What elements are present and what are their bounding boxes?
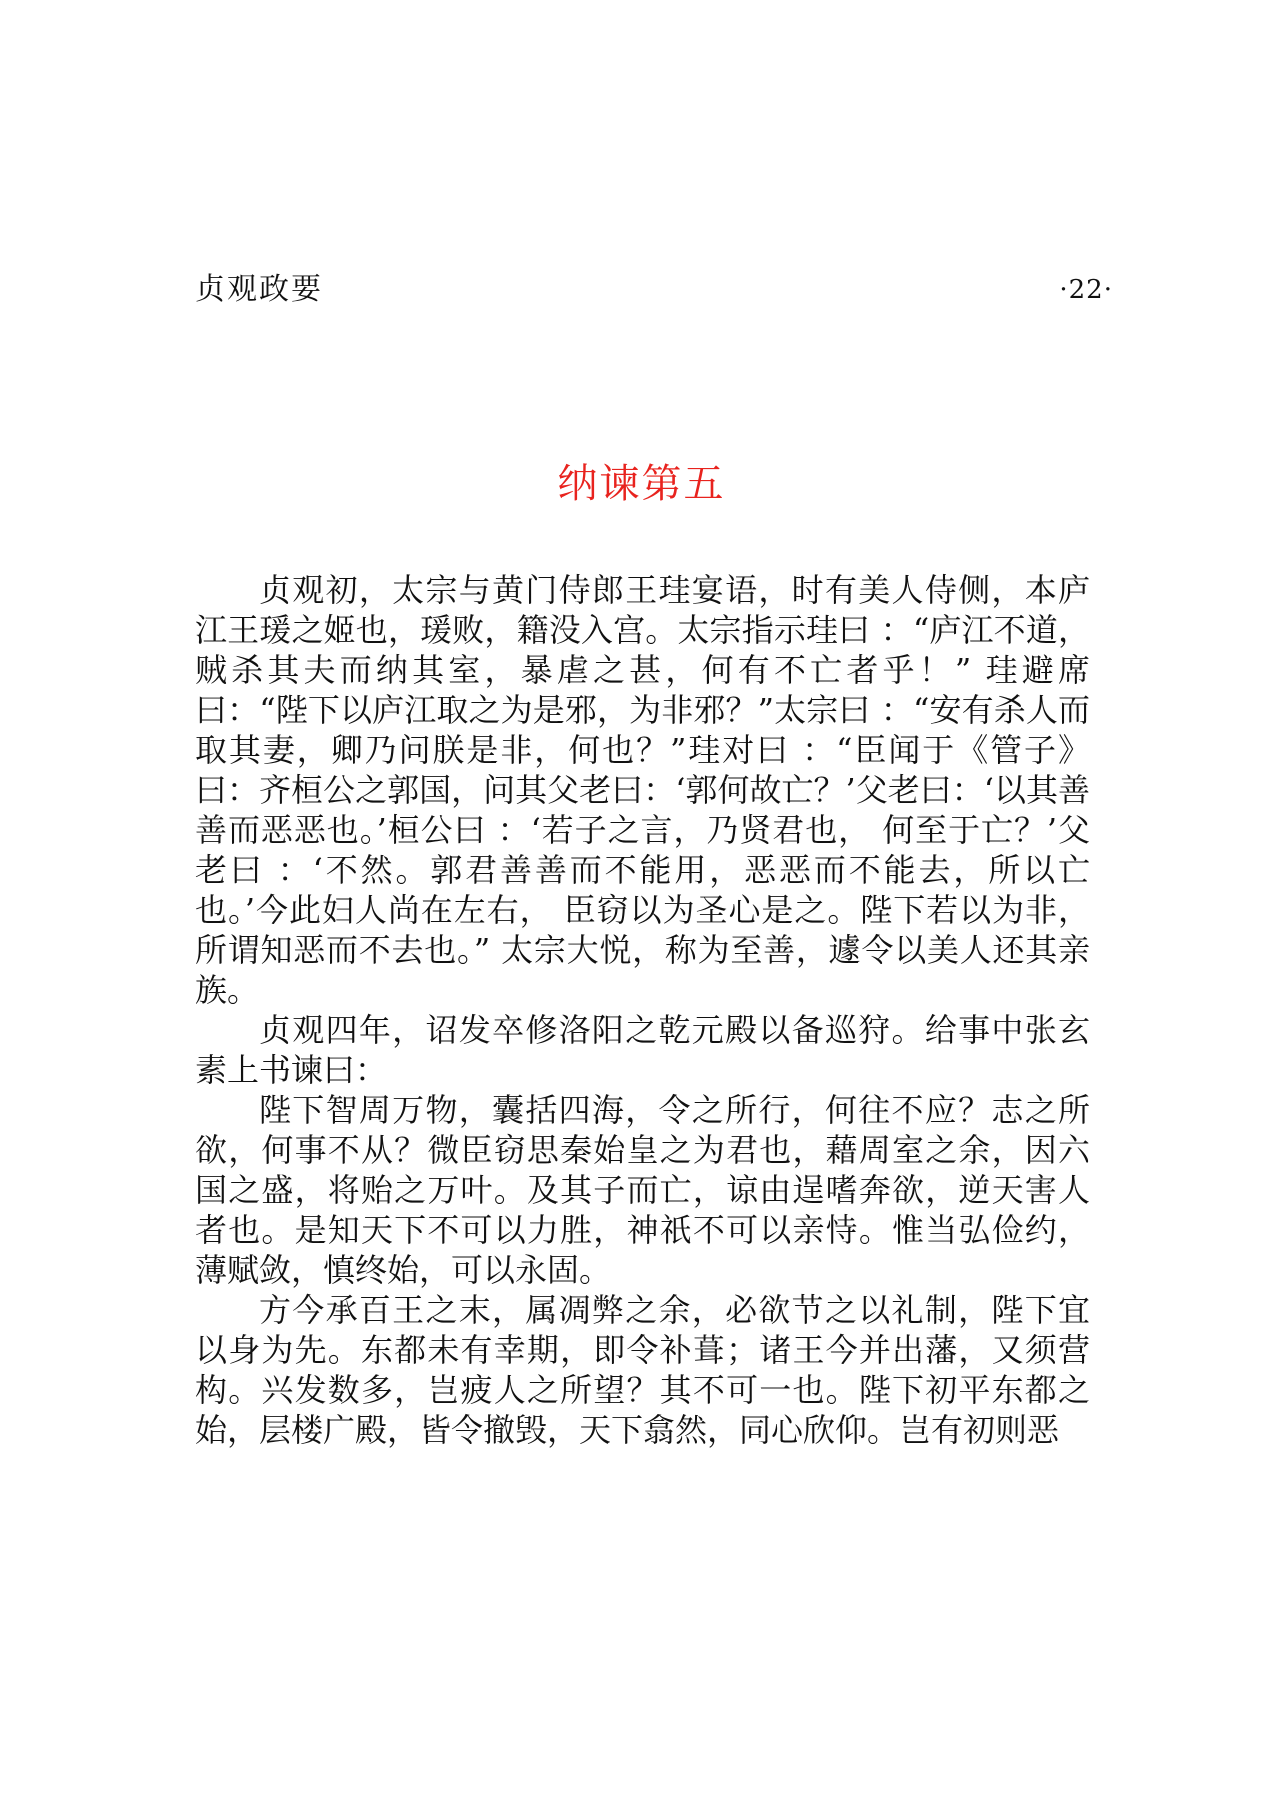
page-number: ·22· <box>1059 275 1113 305</box>
paragraph: 贞观初，太宗与黄门侍郎王珪宴语，时有美人侍侧，本庐江王瑗之姬也，瑗败，籍没入宫。太宗指示珪曰 ：“庐江不道，贼杀其夫而纳其室，暴虐之甚，何有不亡者乎！” 珪避席曰：“陛下以庐江取之为是邪，为非邪？”太宗曰 ：“安有杀人而取其妻，卿乃问朕是非，何也？”珪对曰 ：“臣闻于《管子》曰：齐桓公之郭国，问其父老曰：‘郭何故亡？’父老曰：‘以其善善而恶恶也。’桓公曰 ：‘若子之言，乃贤君也， 何至于亡？’父老曰 ：‘不然。郭君善善而不能用，恶恶而不能去，所以亡也。’今此妇人尚在左右， 臣窃以为圣心是之。陛下若以为非，所谓知恶而不去也。” 太宗大悦，称为至善，遽令以美人还其亲族。 <box>195 571 1090 1009</box>
book-title: 贞观政要 <box>195 272 323 307</box>
body-text <box>195 570 1090 1450</box>
chapter-title: 纳谏第五 <box>557 461 726 507</box>
paragraph: 贞观四年，诏发卒修洛阳之乾元殿以备巡狩。给事中张玄素上书谏曰： <box>195 1011 1090 1089</box>
paragraph: 方今承百王之末，属凋弊之余，必欲节之以礼制，陛下宜以身为先。东都未有幸期，即令补葺；诸王今并出藩，又须营构。兴发数多，岂疲人之所望？其不可一也。陛下初平东都之始，层楼广殿，皆令撤毁，天下翕然，同心欣仰。岂有初则恶 <box>195 1291 1090 1449</box>
paragraph: 陛下智周万物，囊括四海，令之所行，何往不应？志之所欲，何事不从？微臣窃思秦始皇之为君也，藉周室之余，因六国之盛，将贻之万叶。及其子而亡，谅由逞嗜奔欲，逆天害人者也。是知天下不可以力胜，神祇不可以亲恃。惟当弘俭约，薄赋敛，慎终始，可以永固。 <box>195 1091 1090 1289</box>
running-header <box>195 268 1113 312</box>
